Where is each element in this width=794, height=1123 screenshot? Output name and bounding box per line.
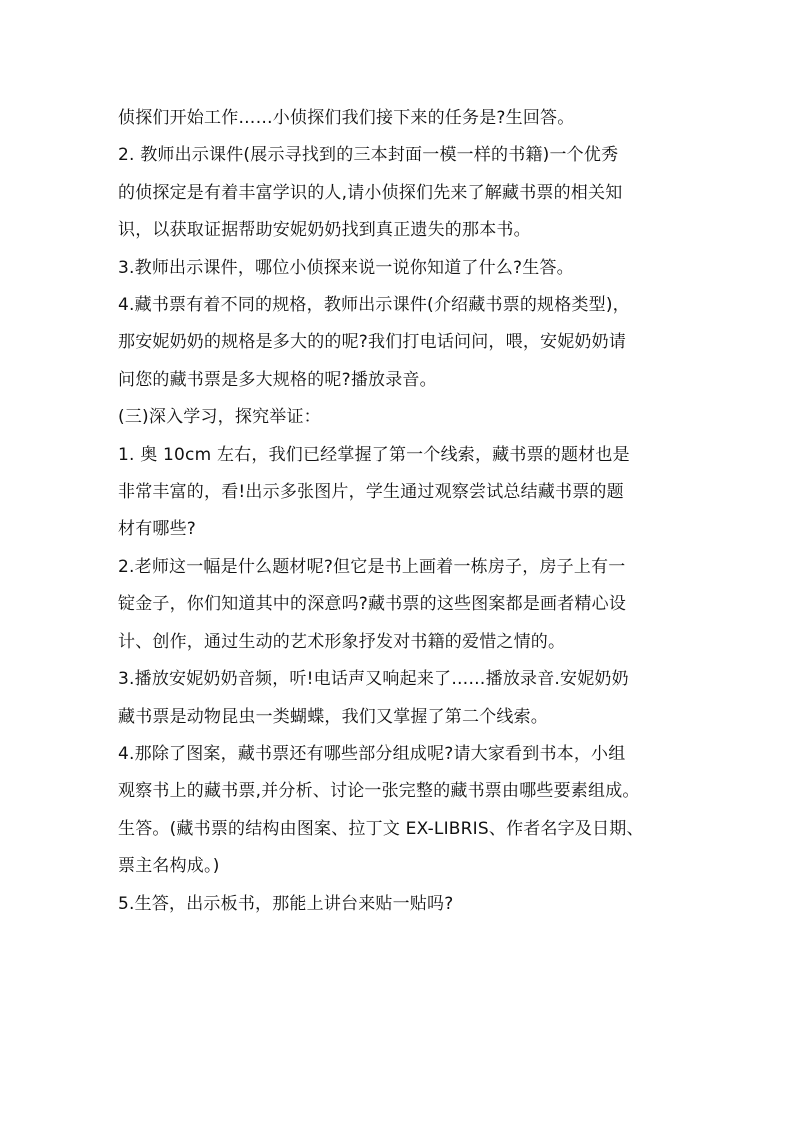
- text-line: 4.那除了图案，藏书票还有哪些部分组成呢?请大家看到书本，小组: [118, 743, 626, 764]
- text-line: 1. 奥 10cm 左右，我们已经掌握了第一个线索，藏书票的题材也是: [118, 444, 630, 465]
- text-line: 问您的藏书票是多大规格的呢?播放录音。: [118, 369, 437, 390]
- text-line: 3.播放安妮奶奶音频，听!电话声又响起来了……播放录音.安妮奶奶: [118, 669, 629, 690]
- section-heading: (三)深入学习，探究举证：: [118, 407, 321, 428]
- text-line: 非常丰富的，看!出示多张图片，学生通过观察尝试总结藏书票的题: [118, 482, 624, 503]
- text-line: 观察书上的藏书票,并分析、讨论一张完整的藏书票由哪些要素组成。: [118, 781, 640, 802]
- text-line: 5.生答，出示板书，那能上讲台来贴一贴吗?: [118, 893, 454, 914]
- document-body: [118, 100, 680, 923]
- text-line: 识，以获取证据帮助安妮奶奶找到真正遗失的那本书。: [118, 220, 531, 241]
- text-line: 2.老师这一幅是什么题材呢?但它是书上画着一栋房子，房子上有一: [118, 556, 626, 577]
- text-line: 4.藏书票有着不同的规格，教师出示课件(介绍藏书票的规格类型)，: [118, 295, 630, 316]
- text-line: 那安妮奶奶的规格是多大的的呢?我们打电话问问，喂，安妮奶奶请: [118, 332, 627, 353]
- text-line: 2. 教师出示课件(展示寻找到的三本封面一模一样的书籍)一个优秀: [118, 145, 619, 166]
- text-line: 计、创作，通过生动的艺术形象抒发对书籍的爱惜之情的。: [118, 631, 566, 652]
- text-line: 票主名构成。): [118, 856, 220, 877]
- text-line: 锭金子，你们知道其中的深意吗?藏书票的这些图案都是画者精心设: [118, 594, 627, 615]
- text-line: 的侦探定是有着丰富学识的人,请小侦探们先来了解藏书票的相关知: [118, 182, 623, 203]
- text-line: 生答。(藏书票的结构由图案、拉丁文 EX-LIBRIS、作者名字及日期、: [118, 818, 644, 839]
- text-line: 材有哪些?: [118, 519, 197, 540]
- text-line: 藏书票是动物昆虫一类蝴蝶，我们又掌握了第二个线索。: [118, 706, 548, 727]
- text-line: 3.教师出示课件，哪位小侦探来说一说你知道了什么?生答。: [118, 257, 574, 278]
- text-line: 侦探们开始工作……小侦探们我们接下来的任务是?生回答。: [118, 108, 575, 128]
